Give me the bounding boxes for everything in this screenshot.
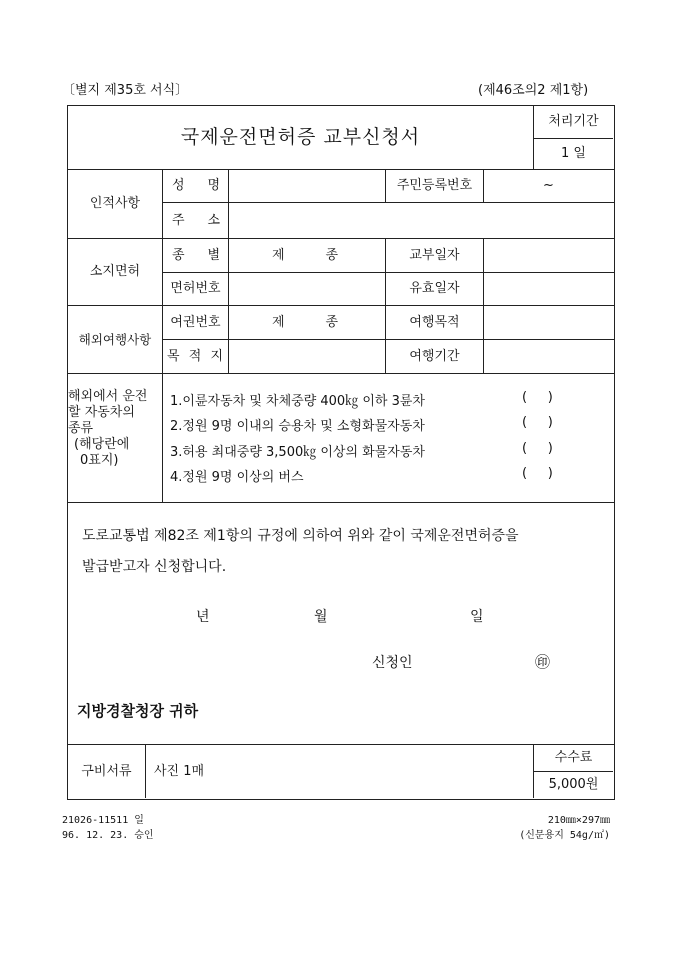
travel-purpose-label: 여행목적 [409, 314, 460, 330]
license-type-field[interactable]: 제 종 [272, 247, 338, 263]
date-year-label: 년 [196, 609, 210, 625]
passport-number-field[interactable]: 제 종 [272, 314, 338, 330]
issue-date-label: 교부일자 [409, 247, 460, 263]
name-label: 성 명 [172, 178, 220, 194]
travel-section-label: 해외여행사항 [78, 332, 152, 347]
license-section-label: 소지면허 [89, 264, 141, 280]
documents-value: 사진 1매 [154, 763, 205, 779]
destination-label: 목 적 지 [167, 348, 223, 364]
fee-value: 5,000원 [548, 777, 599, 793]
travel-period-field[interactable] [484, 340, 613, 373]
documents-label: 구비서류 [81, 763, 132, 779]
footer-code: 21026-11511 일 [62, 815, 144, 826]
resident-number-field[interactable]: ~ [543, 178, 554, 194]
issue-date-field[interactable] [484, 239, 613, 272]
statement-line-2: 발급받고자 신청합니다. [82, 559, 227, 575]
license-number-field[interactable] [229, 273, 385, 305]
address-label: 주 소 [172, 212, 220, 228]
personal-section-label: 인적사항 [89, 196, 141, 212]
vehicle-option-text: 4.정원 9명 이상의 버스 [170, 470, 304, 485]
resident-number-label: 주민등록번호 [396, 178, 473, 194]
fee-label: 수수료 [554, 750, 593, 766]
footer-paper: (신문용지 54g/㎡) [519, 830, 610, 841]
date-month-label: 월 [314, 609, 328, 625]
footer-approval: 96. 12. 23. 승인 [62, 830, 154, 841]
valid-date-field[interactable] [484, 273, 613, 305]
vehicle-option-checkbox[interactable]: ( ) [522, 415, 553, 430]
travel-purpose-field[interactable] [484, 306, 613, 339]
processing-period-label: 처리기간 [548, 114, 599, 130]
destination-field[interactable] [229, 340, 385, 373]
vehicle-section-label: 해외에서 운전 할 자동차의 종류 (해당란에 0표지) [68, 389, 148, 468]
applicant-label: 신청인 [372, 655, 413, 671]
vehicle-option-text: 1.이륜자동차 및 차체중량 400㎏ 이하 3륜차 [170, 394, 425, 409]
date-day-label: 일 [470, 609, 484, 625]
travel-period-label: 여행기간 [409, 348, 460, 364]
seal-mark[interactable]: ㊞ [535, 653, 551, 671]
form-number: 〔별지 제35호 서식〕 [62, 83, 189, 98]
vehicle-option-text: 3.허용 최대중량 3,500㎏ 이상의 화물자동차 [170, 445, 425, 460]
name-field[interactable] [229, 170, 385, 202]
law-reference: (제46조의2 제1항) [478, 83, 589, 98]
form-title: 국제운전면허증 교부신청서 [180, 126, 421, 149]
license-type-label: 종 별 [172, 247, 220, 263]
footer-size: 210㎜×297㎜ [547, 815, 610, 826]
vehicle-option-checkbox[interactable]: ( ) [522, 466, 553, 481]
valid-date-label: 유효일자 [409, 281, 460, 297]
statement-line-1: 도로교통법 제82조 제1항의 규정에 의하여 위와 같이 국제운전면허증을 [82, 528, 519, 544]
license-number-label: 면허번호 [170, 281, 221, 297]
processing-period-value: 1 일 [561, 146, 586, 162]
vehicle-option-text: 2.정원 9명 이내의 승용차 및 소형화물자동차 [170, 419, 425, 434]
passport-number-label: 여권번호 [170, 314, 221, 330]
address-field[interactable] [229, 203, 613, 238]
vehicle-option-checkbox[interactable]: ( ) [522, 390, 553, 405]
addressee: 지방경찰청장 귀하 [77, 702, 199, 720]
vehicle-option-checkbox[interactable]: ( ) [522, 441, 553, 456]
